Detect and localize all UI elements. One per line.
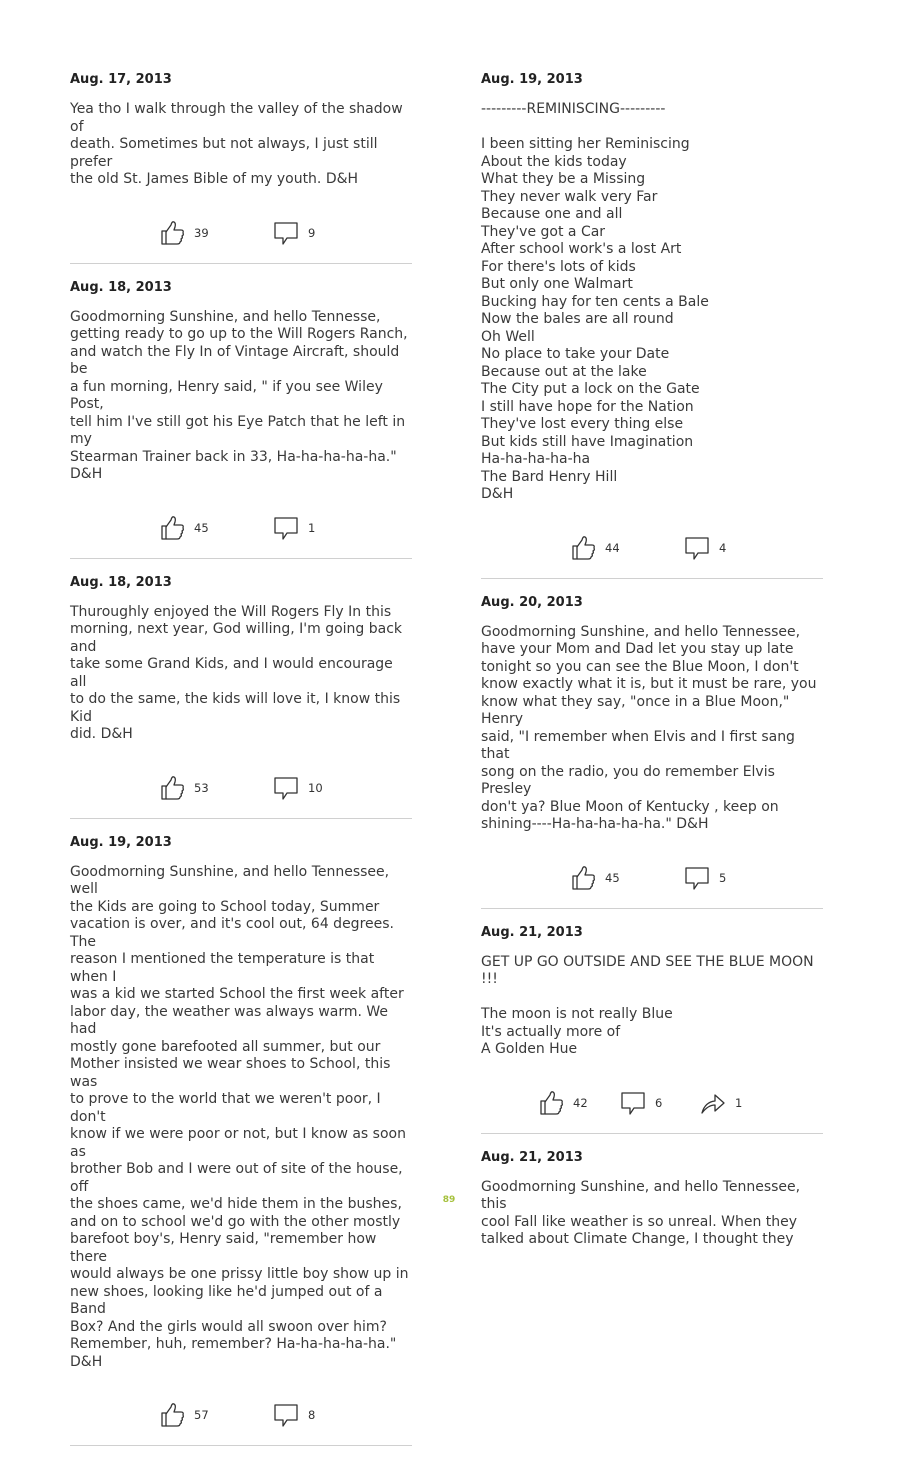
post-text: ---------REMINISCING--------- I been sitting her Reminiscing About the kids today What they be a Missing They never walk very Far Because one and all They've got a Car After school work's a lost Art For there's lots of kids But only one Walmart Bucking hay for ten cents a Bale Now the bales are all round Oh Well No place to take your Date Because out at the lake The City put a lock on the Gate I still have hope for the Nation They've lost every thing else But kids still have Imagination Ha-ha-ha-ha-ha The Bard Henry Hill D&H xyxy=(481,101,709,502)
post-text: Goodmorning Sunshine, and hello Tennessee, well the Kids are going to School today, Summer vacation is over, and it's cool out, 64 degrees. The reason I mentioned the temperature is that when I was a kid we started School the first week after labor day, the weather was always warm. We had mostly gone barefooted all summer, but our Mother insisted we wear shoes to School, this was to prove to the world that we weren't poor, I don't know if we were poor or not, but I know as soon as brother Bob and I were out of site of the house, off the shoes came, we'd hide them in the bushes, and on to school we'd go with the other mostly barefoot boy's, Henry said, "remember how there would always be one prissy little boy show up in new shoes, looking like he'd jumped out of a Band Box? And the girls would all swoon over him? Remember, huh, remember? Ha-ha-ha-ha-ha." D&H xyxy=(70,863,409,1370)
post-text: Goodmorning Sunshine, and hello Tennessee, this cool Fall like weather is so unreal. When they talked about Climate Change, I thought they xyxy=(481,1178,801,1247)
share-count: 1 xyxy=(735,1095,743,1110)
divider xyxy=(70,1445,412,1446)
speech-bubble-icon xyxy=(619,1089,647,1117)
divider xyxy=(481,1133,823,1134)
thumbs-up-icon xyxy=(158,774,186,802)
thumbs-up-icon xyxy=(158,1401,186,1429)
speech-bubble-icon xyxy=(683,864,711,892)
comment-count: 6 xyxy=(655,1095,663,1110)
post-stats xyxy=(70,1401,412,1431)
post-text: Goodmorning Sunshine, and hello Tennessee, have your Mom and Dad let you stay up late tonight so you can see the Blue Moon, I don't know exactly what it is, but it must be rare, you know what they say, "once in a Blue Moon," Henry said, "I remember when Elvis and I first sang that song on the radio, you do remember Elvis Presley don't ya? Blue Moon of Kentucky , keep on shining----Ha-ha-ha-ha-ha." D&H xyxy=(481,623,817,832)
post-text: Thuroughly enjoyed the Will Rogers Fly In this morning, next year, God willing, I'm going back and take some Grand Kids, and I would encourage all to do the same, the kids will love it, I know this Kid did. D&H xyxy=(70,603,403,742)
like-count: 42 xyxy=(573,1095,588,1110)
post-stats xyxy=(70,219,412,249)
like-stat[interactable] xyxy=(537,1089,588,1117)
comment-stat[interactable] xyxy=(619,1089,662,1117)
comment-count: 9 xyxy=(308,225,316,240)
comment-stat[interactable] xyxy=(683,864,726,892)
divider xyxy=(70,558,412,559)
post-stats xyxy=(481,864,823,894)
divider xyxy=(70,263,412,264)
comment-count: 5 xyxy=(719,870,727,885)
divider xyxy=(481,578,823,579)
like-count: 45 xyxy=(194,520,209,535)
comment-count: 4 xyxy=(719,540,727,555)
post-text: Goodmorning Sunshine, and hello Tennesse, getting ready to go up to the Will Rogers Ranch, and watch the Fly In of Vintage Aircraft, should be a fun morning, Henry said, " if you see Wiley Post, tell him I've still got his Eye Patch that he left in my Stearman Trainer back in 33, Ha-ha-ha-ha-ha." D&H xyxy=(70,308,408,482)
left-column xyxy=(70,68,412,1462)
like-count: 45 xyxy=(605,870,620,885)
post-date: Aug. 19, 2013 xyxy=(70,834,172,850)
speech-bubble-icon xyxy=(272,514,300,542)
divider xyxy=(481,908,823,909)
post-date: Aug. 19, 2013 xyxy=(481,72,583,87)
post-stats xyxy=(70,514,412,544)
right-column xyxy=(481,68,823,1249)
thumbs-up-icon xyxy=(158,219,186,247)
post-stats xyxy=(481,534,823,564)
post-date: Aug. 18, 2013 xyxy=(70,574,172,590)
like-stat[interactable] xyxy=(158,514,209,542)
like-count: 53 xyxy=(194,780,209,795)
like-stat[interactable] xyxy=(569,534,620,562)
post-date: Aug. 20, 2013 xyxy=(481,594,583,610)
post xyxy=(70,72,412,264)
post xyxy=(70,835,412,1447)
post-text: GET UP GO OUTSIDE AND SEE THE BLUE MOON !!! The moon is not really Blue It's actually more of A Golden Hue xyxy=(481,953,814,1057)
post xyxy=(481,595,823,909)
thumbs-up-icon xyxy=(537,1089,565,1117)
thumbs-up-icon xyxy=(569,864,597,892)
like-stat[interactable] xyxy=(158,1401,209,1429)
comment-count: 10 xyxy=(308,780,323,795)
like-count: 39 xyxy=(194,225,209,240)
post-stats xyxy=(481,1089,823,1119)
post xyxy=(70,280,412,559)
comment-count: 1 xyxy=(308,520,316,535)
speech-bubble-icon xyxy=(272,1401,300,1429)
divider xyxy=(70,818,412,819)
speech-bubble-icon xyxy=(272,219,300,247)
post xyxy=(481,72,823,579)
comment-stat[interactable] xyxy=(272,219,315,247)
comment-stat[interactable] xyxy=(683,534,726,562)
share-stat[interactable] xyxy=(699,1089,742,1117)
like-stat[interactable] xyxy=(569,864,620,892)
share-arrow-icon xyxy=(699,1089,727,1117)
post-text: Yea tho I walk through the valley of the shadow of death. Sometimes but not always, I just still prefer the old St. James Bible of my youth. D&H xyxy=(70,101,403,187)
comment-stat[interactable] xyxy=(272,514,315,542)
speech-bubble-icon xyxy=(272,774,300,802)
speech-bubble-icon xyxy=(683,534,711,562)
thumbs-up-icon xyxy=(158,514,186,542)
like-stat[interactable] xyxy=(158,219,209,247)
like-count: 57 xyxy=(194,1408,209,1422)
comment-count: 8 xyxy=(308,1408,316,1422)
post-date: Aug. 18, 2013 xyxy=(70,279,172,295)
post-date: Aug. 21, 2013 xyxy=(481,1149,583,1165)
comment-stat[interactable] xyxy=(272,774,323,802)
post-date: Aug. 17, 2013 xyxy=(70,72,172,87)
thumbs-up-icon xyxy=(569,534,597,562)
post xyxy=(70,575,412,819)
comment-stat[interactable] xyxy=(272,1401,315,1429)
post-date: Aug. 21, 2013 xyxy=(481,924,583,940)
post-stats xyxy=(70,774,412,804)
post xyxy=(481,925,823,1134)
like-stat[interactable] xyxy=(158,774,209,802)
page-number: 89 xyxy=(442,1195,456,1205)
like-count: 44 xyxy=(605,540,620,555)
